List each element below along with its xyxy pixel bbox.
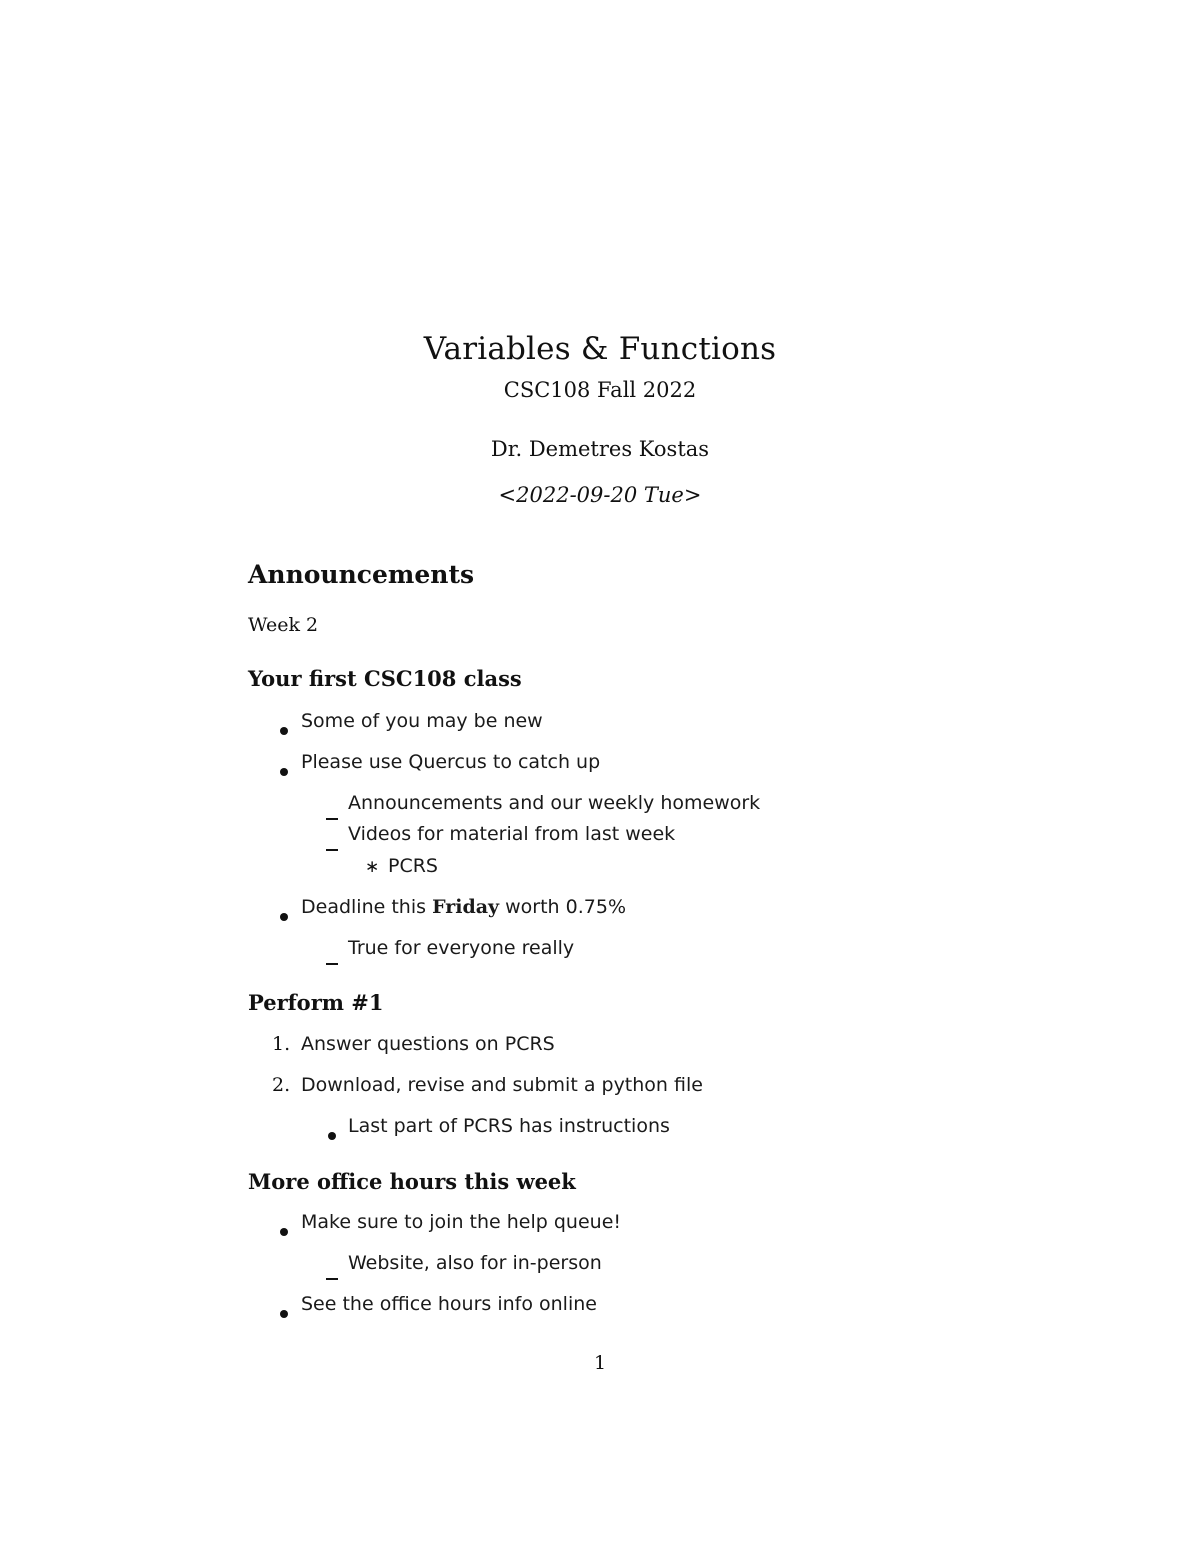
course-subtitle: CSC108 Fall 2022	[503, 378, 697, 402]
subsection-heading-first-class: Your first CSC108 class	[248, 666, 522, 691]
list-item: True for everyone really	[348, 937, 575, 959]
list-item: Videos for material from last week	[348, 823, 676, 845]
section-heading-announcements: Announcements	[248, 560, 475, 589]
list-item: Last part of PCRS has instructions	[348, 1115, 670, 1137]
list-item: Some of you may be new	[301, 710, 543, 732]
asterisk-icon: ∗	[365, 857, 380, 877]
deadline-day: Friday	[432, 896, 500, 918]
list-item: See the office hours info online	[301, 1293, 597, 1315]
dash-icon	[326, 803, 338, 825]
document-title: Variables & Functions	[423, 331, 777, 367]
list-item: Please use Quercus to catch up	[301, 751, 601, 773]
list-item: Answer questions on PCRS	[301, 1033, 555, 1055]
deadline-worth: worth 0.75%	[499, 896, 626, 918]
bullet-icon	[280, 718, 288, 740]
list-item	[301, 896, 626, 918]
dash-icon	[326, 1263, 338, 1285]
page-number: 1	[593, 1352, 607, 1374]
list-item: Website, also for in-person	[348, 1252, 602, 1274]
announcements-text: Week 2	[248, 614, 319, 636]
subsection-heading-office-hours: More office hours this week	[248, 1169, 576, 1194]
bullet-icon	[280, 759, 288, 781]
date: <2022-09-20 Tue>	[498, 483, 702, 507]
subsection-heading-perform: Perform #1	[248, 990, 384, 1015]
author: Dr. Demetres Kostas	[490, 437, 710, 461]
deadline-text: Deadline this	[301, 896, 433, 918]
bullet-icon	[280, 904, 288, 926]
dash-icon	[326, 948, 338, 970]
bullet-icon	[280, 1301, 288, 1323]
bullet-icon	[328, 1123, 336, 1145]
list-number: 1.	[272, 1033, 291, 1055]
list-item: PCRS	[388, 855, 438, 877]
list-item: Download, revise and submit a python file	[301, 1074, 703, 1096]
list-item: Announcements and our weekly homework	[348, 792, 761, 814]
list-number: 2.	[272, 1074, 291, 1096]
list-item: Make sure to join the help queue!	[301, 1211, 622, 1233]
dash-icon	[326, 834, 338, 856]
bullet-icon	[280, 1219, 288, 1241]
